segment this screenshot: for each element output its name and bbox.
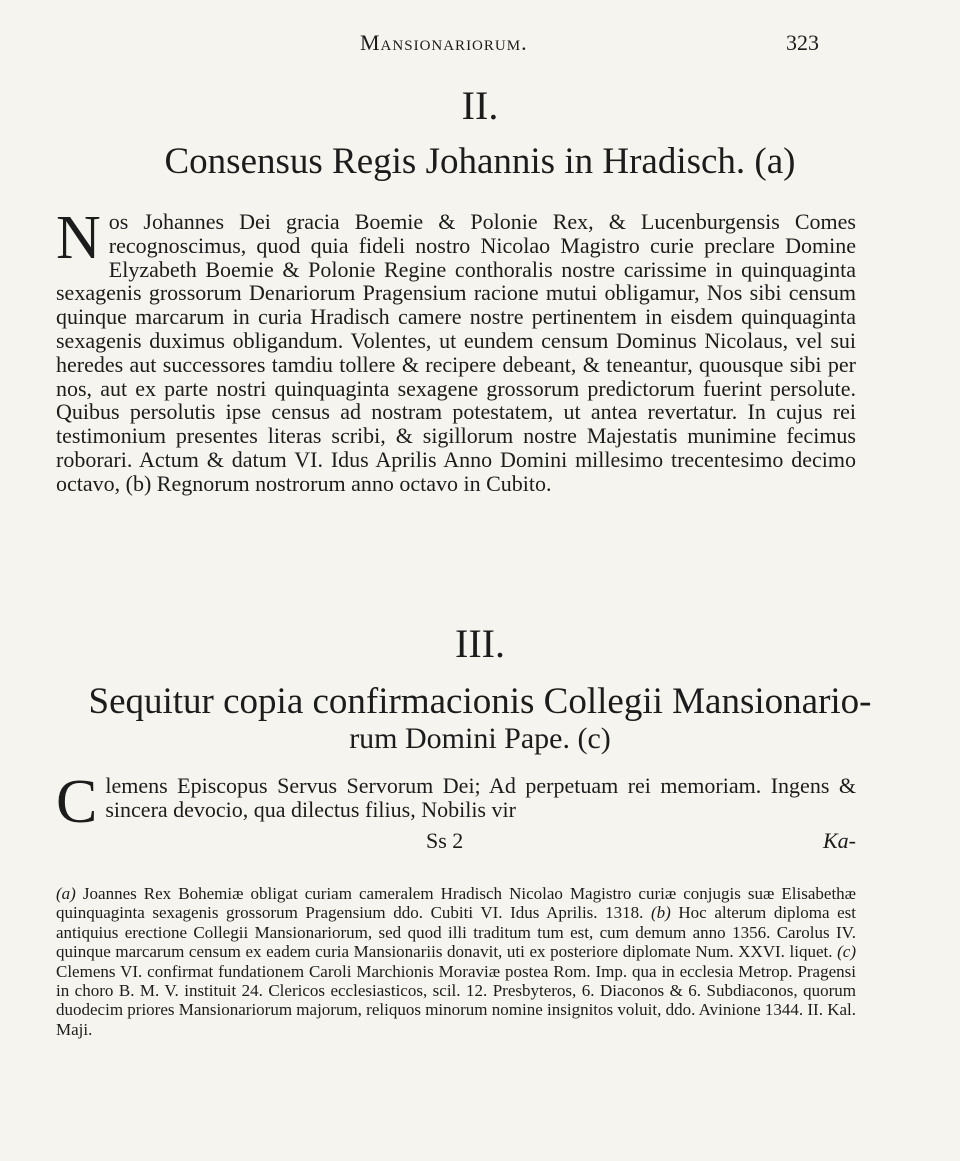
footnotes	[56, 884, 856, 1039]
catchword: Ka-	[823, 828, 856, 853]
charter-body-ii: os Johannes Dei gracia Boemie & Polonie Rex, & Lucenburgensis Comes recognoscimus, quod quia fideli nostro Nicolao Magistro curie preclare Domine Elyzabeth Boemie & Polonie Regine conthoralis nostre carissime in quinquaginta sexagenis grossorum Denariorum Pragensium racione mutui obligamur, Nos sibi censum quinque marcarum in curia Hradisch camere nostre pertinentem in eisdem quinquaginta sexagenis duximus obligandum. Volentes, ut eundem censum Dominus Nicolaus, vel sui heredes aut successores tamdiu tollere & recipere debeant, & teneantur, quousque sibi per nos, aut ex parte nostri quinquaginta sexagene grossorum predictorum fuerint persolute. Quibus persolutis ipse census ad nostram potestatem, ut antea revertatur. In cujus rei testimonium presentes literas scribi, & sigillorum nostre Majestatis munimine fecimus roborari. Actum & datum VI. Idus Aprilis Anno Domini millesimo trecentesimo decimo octavo, (b) Regnorum nostrorum anno octavo in Cubito.	[56, 209, 856, 496]
footnote-a-mark: (a)	[56, 884, 76, 903]
signature-mark: Ss 2	[426, 828, 464, 853]
running-head: Mansionariorum.	[360, 30, 528, 55]
footnote-c-text: Clemens VI. confirmat fundationem Caroli Marchionis Moraviæ postea Rom. Imp. qua in ecclesia Metrop. Pragensi in choro B. M. V. instituit 24. Clericos ecclesiasticos, scil. 12. Presbyteros, 6. Diaconos & 6. Subdiaconos, quorum duodecim priores Mansionariorum majorum, reliquos minorum nomine insignitos voluit, ddo. Avinione 1344. II. Kal. Maji.	[56, 961, 857, 1039]
footnote-b-text: Hoc alterum diploma est antiquius erectione Collegii Mansionariorum, sed quod illi traditum tum est, cum demum anno 1356. Carolus IV. quinque marcarum censum ex eadem curia Mansionariis donavit, uti ex posteriore diplomate Num. XXVI. liquet.	[56, 903, 857, 962]
charter-text-iii	[56, 768, 856, 836]
section-number-iii: III.	[455, 621, 505, 666]
section-number-ii: II.	[461, 83, 499, 128]
footnote-b-mark: (b)	[650, 903, 671, 923]
dropcap-c: C	[56, 768, 98, 836]
footnote-a-text: Joannes Rex Bohemiæ obligat curiam cameralem Hradisch Nicolao Magistro curiæ conjugis suæ Elisabethæ quinquaginta sexagenis grossorum Pragensium ddo. Cubiti VI. Idus Aprilis. 1318.	[56, 884, 857, 923]
charter-body-iii: lemens Episcopus Servus Servorum Dei; Ad perpetuam rei memoriam. Ingens & sincera devocio, qua dilectus filius, Nobilis vir	[105, 773, 856, 822]
section-title-ii: Consensus Regis Johannis in Hradisch. (a)	[164, 141, 796, 182]
footnote-c-mark: (c)	[837, 942, 857, 962]
charter-text-ii	[56, 204, 856, 496]
section-title-iii-line2: rum Domini Pape. (c)	[349, 722, 611, 755]
page-foot	[56, 828, 856, 854]
page-number: 323	[786, 30, 819, 55]
dropcap-n: N	[56, 204, 101, 272]
section-title-iii-line1: Sequitur copia confirmacionis Collegii Mansionario-	[88, 681, 872, 722]
